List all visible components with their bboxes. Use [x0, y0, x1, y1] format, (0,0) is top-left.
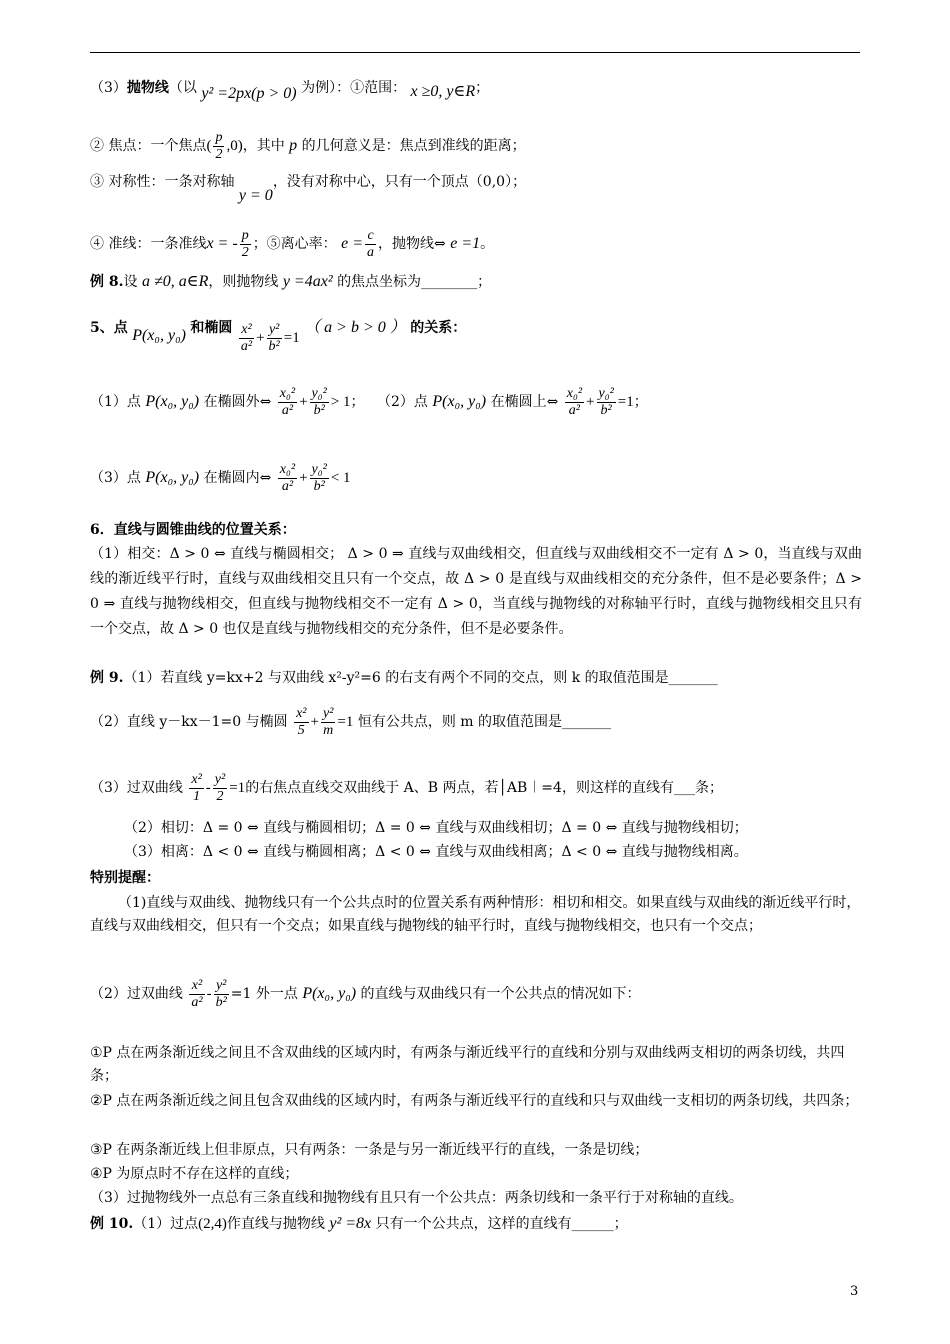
numerator: p [241, 227, 249, 243]
inequality: < 1 [330, 470, 351, 486]
denominator: a² [191, 994, 203, 1010]
point-p: P(x₀, y₀) [302, 985, 357, 1002]
text: ② 焦点：一个焦点 [90, 138, 207, 154]
answer-blank: _______ [668, 670, 718, 686]
condition: （ a > b > 0 ） [304, 319, 406, 336]
header-rule [90, 52, 860, 53]
operator: + [310, 714, 319, 730]
fraction-y2-b2 [267, 322, 282, 355]
example-9-q3 [90, 766, 870, 810]
parabola-range: x ≥0, y∈R [410, 83, 476, 100]
fraction-p-over-2 [213, 130, 224, 163]
numerator: x₀² [279, 461, 296, 477]
numerator: y₀² [311, 461, 327, 477]
inequality: > 1 [330, 394, 351, 410]
numerator: x² [239, 322, 254, 339]
section-title: 5、点 [90, 320, 128, 336]
operator: - [206, 986, 212, 1002]
equals: =1 [337, 714, 354, 730]
parabola-focus-line [90, 126, 870, 166]
example-8 [90, 272, 870, 292]
eccentricity: e = [341, 235, 364, 252]
denominator: a² [568, 402, 580, 418]
text: （1）点 [90, 394, 141, 410]
text: 作直线与抛物线 [226, 1216, 325, 1232]
denominator: a² [240, 338, 253, 354]
operator: + [256, 330, 265, 346]
text: 为例）：①范围： [301, 80, 407, 96]
point-p: P(x₀, y₀) [132, 327, 186, 344]
special-note-2 [90, 972, 870, 1016]
symbol-p: p [289, 137, 298, 154]
text: ；⑤离心率： [252, 236, 337, 252]
text: 和椭圆 [190, 320, 233, 336]
section-5-heading [90, 306, 870, 354]
fraction [310, 462, 329, 495]
answer-blank: _______ [562, 714, 612, 730]
parabola-directrix-line [90, 222, 870, 266]
denominator: b² [313, 478, 325, 494]
numerator: y² [214, 771, 226, 787]
fraction [597, 386, 616, 419]
equals: =1 [617, 394, 634, 410]
text: ； [475, 80, 490, 96]
text: ④ 准线：一条准线 [90, 236, 207, 252]
parabola-title-line [90, 78, 870, 102]
text: 恒有公共点，则 m 的取值范围是 [357, 714, 563, 730]
equals: =1 [283, 330, 300, 346]
fraction-p-over-2 [240, 228, 251, 261]
denominator: b² [215, 994, 227, 1010]
text: ，抛物线⇔ [378, 236, 446, 252]
tangent-line: （2）相切：Δ = 0 ⇔ 直线与椭圆相切；Δ = 0 ⇔ 直线与双曲线相切；Δ = 0 ⇔ 直线与抛物线相切； [124, 820, 748, 836]
paren: ( [206, 138, 212, 154]
denominator: m [323, 722, 334, 738]
fraction [321, 706, 335, 739]
parabola-equation: y² =2px(p > 0) [201, 85, 297, 102]
fraction [278, 462, 297, 495]
parabola-title: 抛物线 [126, 80, 169, 96]
example-9-q1 [90, 668, 870, 688]
denominator: 2 [241, 244, 249, 260]
text: 的焦点坐标为 [337, 274, 422, 290]
numerator: y² [322, 705, 334, 721]
text: 的直线与双曲线只有一个公共点的情况如下： [360, 986, 641, 1002]
focus-coord: ,0) [226, 138, 243, 154]
text: 在椭圆上⇔ [490, 394, 559, 410]
condition: a ≠0, a∈R [141, 273, 209, 290]
answer-blank: ________ [421, 274, 478, 290]
denominator: b² [268, 338, 280, 354]
denominator: 2 [216, 788, 224, 804]
ellipse-inside: （3）点 P(x₀, y₀) 在椭圆内⇔ $\frac{\text{x₀²}}{\text{a²}}$ + $\frac{\text{y₀²}}{\text{b²}}$ < 1 [90, 461, 351, 494]
text: 在椭圆内⇔ [203, 470, 272, 486]
numerator: c [365, 228, 376, 245]
text: ； [633, 394, 648, 410]
text: ，其中 [242, 138, 285, 154]
eccentricity-value: e =1 [450, 235, 481, 252]
case-4: ④P 为原点时不存在这样的直线； [90, 1166, 299, 1182]
example-9-q2 [90, 700, 870, 744]
text: 设 [123, 274, 138, 290]
point-p: P(x₀, y₀) [145, 393, 200, 410]
denominator: b² [600, 402, 612, 418]
text: ，则抛物线 [208, 274, 279, 290]
page-number: 3 [850, 1284, 859, 1299]
fraction [189, 772, 203, 805]
fraction [565, 386, 584, 419]
text: （2）过双曲线 [90, 986, 183, 1002]
text: 条； [694, 780, 723, 796]
fraction [310, 386, 329, 419]
text: ； [350, 394, 365, 410]
numerator: x² [296, 705, 307, 721]
fraction [189, 978, 204, 1011]
text: （2）点 [376, 394, 428, 410]
numerator: y² [267, 322, 282, 339]
numerator: x² [191, 771, 202, 787]
denominator: 2 [215, 146, 223, 162]
parabola-equation: y =4ax² [282, 273, 333, 290]
numerator: y² [214, 978, 229, 995]
text: 的关系： [410, 320, 467, 336]
case-2: ②P 点在两条渐近线之间且包含双曲线的区域内时，有两条与渐近线平行的直线和只与双曲线一支相切的两条切线，共四条； [90, 1093, 859, 1109]
text: （以 [168, 80, 197, 96]
text: ③ 对称性：一条对称轴 [90, 174, 235, 190]
text: （3）过双曲线 [90, 780, 183, 796]
numerator: y₀² [311, 385, 327, 401]
numerator: p [215, 129, 223, 145]
fraction-x2-a2 [239, 322, 254, 355]
text: 的右焦点直线交双曲线于 A、B 两点，若│AB︱=4，则这样的直线有 [245, 780, 674, 796]
directrix: x = - [206, 235, 238, 252]
text: 的几何意义是：焦点到准线的距离； [301, 138, 526, 154]
symmetry-axis: y = 0 [238, 187, 273, 204]
section-6-title: 6．直线与圆锥曲线的位置关系： [90, 522, 296, 538]
denominator: a² [281, 478, 294, 494]
example-label: 例 10. [90, 1216, 134, 1232]
example-label: 例 8. [90, 274, 124, 290]
answer-blank: ______ [571, 1216, 614, 1232]
fraction [278, 386, 297, 419]
text: （1）过点 [133, 1216, 199, 1232]
fraction-c-over-a [365, 228, 376, 261]
point: (2,4) [198, 1216, 227, 1232]
equals: =1 [229, 780, 246, 796]
fraction [294, 706, 308, 739]
text: =1 外一点 [230, 986, 298, 1002]
denominator: b² [313, 402, 325, 418]
numerator: x₀² [279, 385, 296, 401]
text: （2）直线 y－kx－1=0 与椭圆 [90, 714, 288, 730]
fraction [213, 772, 227, 805]
numerator: y₀² [598, 385, 614, 401]
ellipse-outside-on: （1）点 P(x₀, y₀) 在椭圆外⇔ $\frac{\text{x₀²}}{\text{a²}}$ + $\frac{\text{y₀²}}{\text{b²}}$ > 1； （2）点 P(x₀, y₀) 在椭圆上⇔ $\frac{\text{x₀²}}{\text{a²}}$ + $\frac{\text{y₀²}}{\text{b²}}$ =1； [90, 385, 648, 418]
text: （3）点 [90, 470, 141, 486]
denominator: a [367, 244, 375, 260]
text: 只有一个公共点，这样的直线有 [375, 1216, 572, 1232]
question: （1）若直线 y=kx+2 与双曲线 x²-y²=6 的右支有两个不同的交点，则 k 的取值范围是 [123, 670, 669, 686]
special-note-1: （1)直线与双曲线、抛物线只有一个公共点时的位置关系有两种情形：相切和相交。如果直线与双曲线的渐近线平行时，直线与双曲线相交，但只有一个交点；如果直线与抛物线的轴平行时，直线与抛物线相交，也只有一个交点； [90, 895, 861, 934]
parabola-symmetry-line [90, 172, 870, 204]
point-p: P(x₀, y₀) [432, 393, 487, 410]
denominator: 5 [297, 722, 305, 738]
point-p: P(x₀, y₀) [145, 469, 200, 486]
text: ； [477, 274, 492, 290]
text: ，没有对称中心，只有一个顶点（0,0）； [272, 174, 527, 190]
example-label: 例 9. [90, 670, 124, 686]
text: 在椭圆外⇔ [203, 394, 272, 410]
item-number: （3） [90, 80, 127, 96]
section-6-para: （1）相交：Δ > 0 ⇔ 直线与椭圆相交； Δ > 0 ⇒ 直线与双曲线相交，但直线与双曲线相交不一定有 Δ > 0，当直线与双曲线的渐近线平行时，直线与双曲线相交且只有一个交点，故 Δ > 0 是直线与双曲线相交的充分条件，但不是必要条件；Δ > 0 ⇒ 直线与抛物线相交，但直线与抛物线相交不一定有 Δ > 0，当直线与抛物线的对称轴平行时，直线与抛物线相交且只有一个交点，故 Δ > 0 也仅是直线与抛物线相交的充分条件，但不是必要条件。 [90, 546, 862, 637]
case-3: ③P 在两条渐近线上但非原点，只有两条：一条是与另一渐近线平行的直线，一条是切线； [90, 1142, 649, 1158]
answer-blank: ___ [673, 780, 695, 796]
special-note-title: 特别提醒： [90, 870, 160, 886]
parabola-equation: y² =8x [329, 1215, 372, 1232]
text: ； [613, 1216, 628, 1232]
numerator: x² [189, 978, 204, 995]
separate-line: （3）相离：Δ < 0 ⇔ 直线与椭圆相离；Δ < 0 ⇔ 直线与双曲线相离；Δ < 0 ⇔ 直线与抛物线相离。 [124, 844, 748, 860]
special-note-3: （3）过抛物线外一点总有三条直线和抛物线有且只有一个公共点：两条切线和一条平行于对称轴的直线。 [90, 1190, 743, 1206]
denominator: a² [281, 402, 294, 418]
denominator: 1 [193, 788, 201, 804]
fraction [214, 978, 229, 1011]
text: 。 [480, 236, 495, 252]
numerator: x₀² [566, 385, 583, 401]
case-1: ①P 点在两条渐近线之间且不含双曲线的区域内时，有两条与渐近线平行的直线和分别与双曲线两支相切的两条切线，共四条； [90, 1045, 845, 1084]
example-10 [90, 1214, 870, 1234]
operator: - [205, 780, 211, 796]
